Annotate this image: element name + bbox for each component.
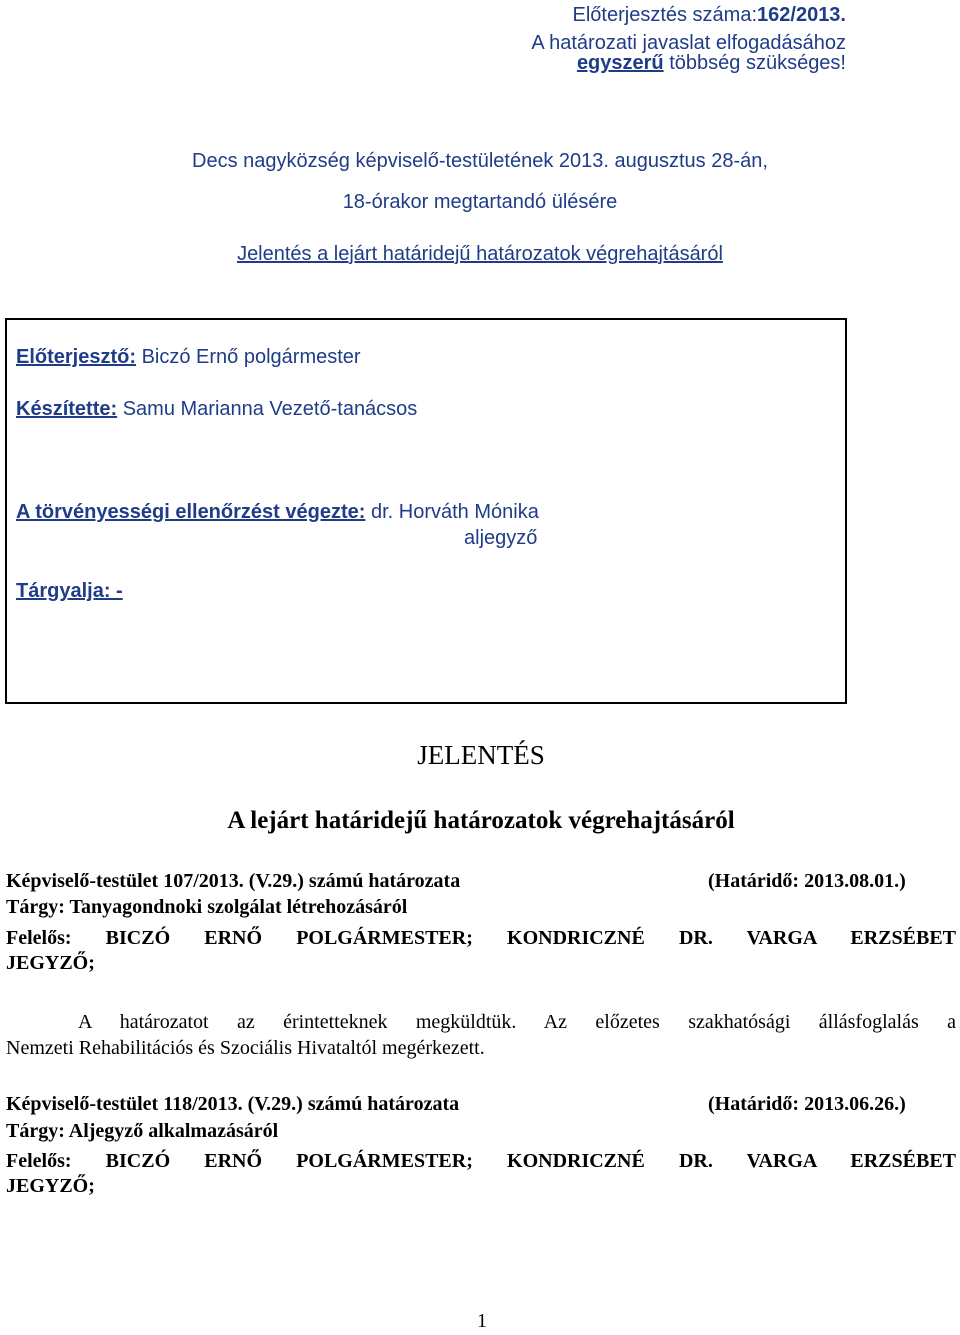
resolution-2-responsible-cont: JEGYZŐ; — [6, 1175, 95, 1197]
presenter-value: Biczó Ernő polgármester — [136, 346, 361, 368]
resolution-1-deadline: (Határidő: 2013.08.01.) — [708, 870, 906, 892]
legal-check-label: A törvényességi ellenőrzést végezte: — [16, 501, 366, 523]
discuss-label: Tárgyalja: - — [16, 580, 123, 602]
resolution-1-note-line-2: Nemzeti Rehabilitációs és Szociális Hivataltól megérkezett. — [6, 1037, 485, 1059]
resolution-2-responsible: Felelős: BICZÓ ERNŐ POLGÁRMESTER; KONDRICZNÉ DR. VARGA ERZSÉBET — [6, 1150, 956, 1172]
submission-label: Előterjesztés száma: — [572, 4, 758, 26]
meeting-line-2: 18-órakor megtartandó ülésére — [342, 191, 618, 213]
majority-note — [577, 50, 846, 76]
legal-check-title: aljegyző — [464, 527, 538, 549]
meeting-subject: Jelentés a lejárt határidejű határozatok végrehajtásáról — [237, 243, 723, 265]
majority-note-rest: többség szükséges! — [663, 52, 846, 74]
prepared-label: Készítette: — [16, 398, 118, 420]
meeting-line-1: Decs nagyközség képviselő-testületének 2013. augusztus 28-án, — [192, 150, 768, 172]
legal-check-row — [16, 501, 539, 524]
resolution-2-ref: Képviselő-testület 118/2013. (V.29.) számú határozata — [6, 1093, 460, 1115]
resolution-1-subject: Tárgy: Tanyagondnoki szolgálat létrehozásáról — [6, 896, 408, 918]
resolution-1-note-line-1: A határozatot az érintetteknek megküldtük. Az előzetes szakhatósági állásfoglalás a — [78, 1011, 956, 1033]
presenter-label: Előterjesztő: — [16, 346, 137, 368]
legal-check-value: dr. Horváth Mónika — [365, 501, 539, 523]
submission-number-value: 162/2013. — [757, 4, 846, 26]
voting-requirement: A határozati javaslat elfogadásához — [531, 32, 846, 54]
report-subtitle: A lejárt határidejű határozatok végrehajtásáról — [227, 807, 735, 834]
resolution-2-deadline: (Határidő: 2013.06.26.) — [708, 1093, 906, 1115]
prepared-row — [16, 398, 417, 421]
resolution-2-subject: Tárgy: Aljegyző alkalmazásáról — [6, 1120, 279, 1142]
presenter-row — [16, 346, 361, 369]
resolution-1-responsible-cont: JEGYZŐ; — [6, 952, 95, 974]
resolution-1-ref: Képviselő-testület 107/2013. (V.29.) számú határozata — [6, 870, 461, 892]
submission-number — [573, 2, 847, 28]
prepared-value: Samu Marianna Vezető-tanácsos — [117, 398, 418, 420]
report-title: JELENTÉS — [417, 740, 545, 770]
majority-type: egyszerű — [576, 52, 664, 74]
resolution-1-responsible: Felelős: BICZÓ ERNŐ POLGÁRMESTER; KONDRICZNÉ DR. VARGA ERZSÉBET — [6, 927, 956, 949]
page-number: 1 — [477, 1310, 487, 1332]
